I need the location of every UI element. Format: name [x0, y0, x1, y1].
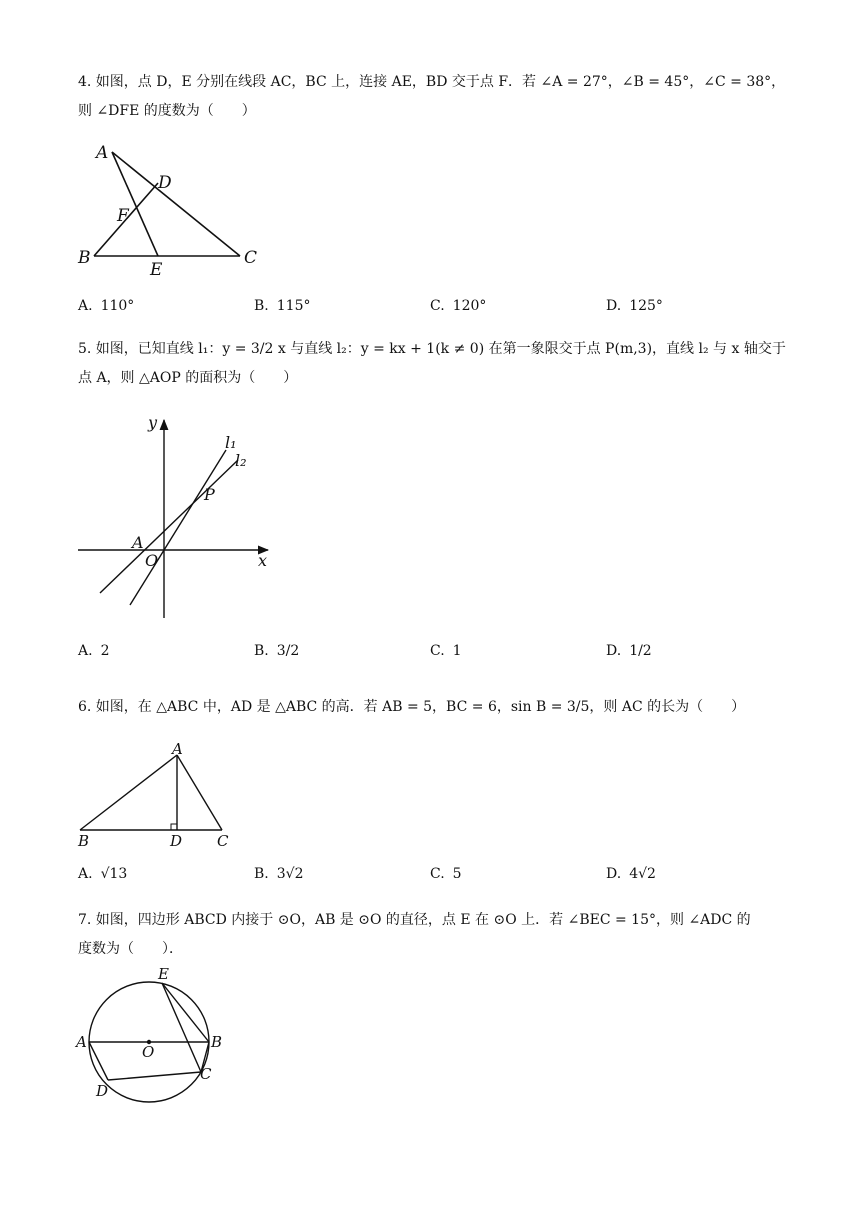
label-a: A [96, 143, 109, 163]
question-5 [78, 335, 790, 393]
question-6-options [78, 866, 778, 896]
line-l2 [100, 460, 238, 593]
segment-dc [108, 1072, 201, 1080]
label-d: D [170, 832, 183, 850]
segment-ec [162, 983, 201, 1072]
label-d: D [96, 1082, 109, 1100]
option-d: D. 1/2 [606, 643, 652, 659]
question-6-figure [70, 740, 250, 855]
segment-ac [177, 755, 222, 830]
question-4-options [78, 298, 778, 328]
label-c: C [200, 1065, 212, 1083]
label-a: A [132, 533, 144, 552]
option-a: A. 2 [78, 643, 110, 659]
option-d: D. 4√2 [606, 866, 656, 882]
question-7-text-line-2: 度数为（ ）． [78, 941, 183, 957]
label-e: E [158, 965, 169, 983]
option-a: A. √13 [78, 866, 128, 882]
option-c: C. 5 [430, 866, 462, 882]
label-b: B [78, 832, 90, 850]
label-a: A [76, 1033, 87, 1051]
question-5-figure [70, 408, 290, 623]
option-d: D. 125° [606, 298, 663, 314]
right-angle-mark [171, 824, 177, 830]
question-4 [78, 68, 790, 126]
label-c: C [217, 832, 229, 850]
label-p: P [204, 485, 215, 504]
label-o: O [142, 1043, 155, 1061]
label-b: B [78, 248, 91, 268]
option-b: B. 3√2 [254, 866, 304, 882]
question-4-text-line-2: 则 ∠DFE 的度数为（ ） [78, 103, 256, 119]
question-7 [78, 906, 790, 964]
question-5-options [78, 643, 778, 673]
segment-ab [80, 755, 177, 830]
label-a: A [172, 740, 183, 758]
label-x: x [258, 551, 268, 570]
segment-ae [112, 152, 158, 256]
question-4-figure [70, 138, 270, 283]
question-5-text-line-1: 5. 如图，已知直线 l₁：y = 3/2 x 与直线 l₂：y = kx + 1(k ≠ 0) 在第一象限交于点 P(m,3)，直线 l₂ 与 x 轴交于 [78, 341, 786, 357]
label-o: O [145, 551, 159, 570]
question-4-text-line-1: 4. 如图，点 D，E 分别在线段 AC，BC 上，连接 AE，BD 交于点 F．若 ∠A = 27°，∠B = 45°，∠C = 38°， [78, 74, 786, 90]
label-y: y [148, 413, 158, 432]
label-l1: l₁ [225, 433, 237, 452]
label-b: B [211, 1033, 223, 1051]
option-c: C. 120° [430, 298, 487, 314]
question-5-text-line-2: 点 A，则 △AOP 的面积为（ ） [78, 370, 298, 386]
option-b: B. 3/2 [254, 643, 300, 659]
option-c: C. 1 [430, 643, 462, 659]
option-b: B. 115° [254, 298, 311, 314]
question-6 [78, 693, 790, 722]
label-d: D [158, 173, 172, 193]
question-7-figure [70, 962, 240, 1107]
label-c: C [244, 248, 258, 268]
label-e: E [150, 260, 163, 280]
segment-ac [112, 152, 240, 256]
label-f: F [117, 206, 129, 226]
label-l2: l₂ [235, 451, 247, 470]
option-a: A. 110° [78, 298, 135, 314]
line-l1 [130, 450, 226, 605]
question-7-text-line-1: 7. 如图，四边形 ABCD 内接于 ⊙O，AB 是 ⊙O 的直径，点 E 在 ⊙O 上．若 ∠BEC = 15°，则 ∠ADC 的 [78, 912, 751, 928]
question-6-text-line-1: 6. 如图，在 △ABC 中，AD 是 △ABC 的高．若 AB = 5，BC = 6，sin B = 3/5，则 AC 的长为（ ） [78, 699, 746, 715]
